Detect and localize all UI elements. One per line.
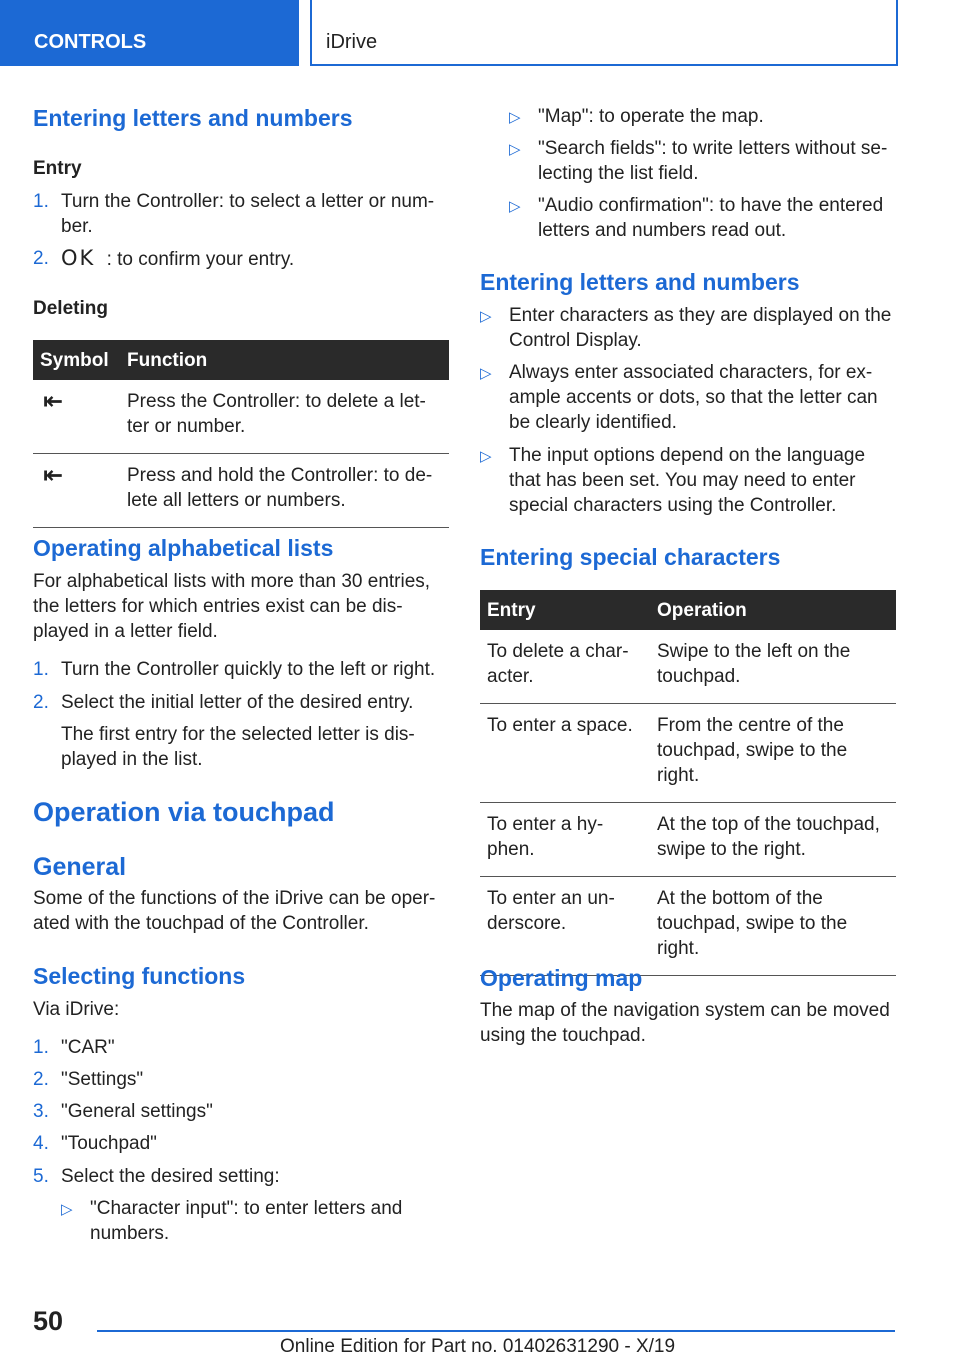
heading-alphabetical-lists: Operating alphabetical lists [33, 535, 334, 561]
step-number: 2. [33, 248, 49, 269]
heading-deleting: Deleting [33, 298, 108, 319]
heading-general: General [33, 853, 127, 881]
paragraph: Via iDrive: [33, 999, 120, 1020]
bullet-triangle-icon: ▷ [480, 448, 492, 465]
step-number: 1. [33, 659, 49, 680]
bullet-triangle-icon: ▷ [509, 109, 521, 126]
step-number: 4. [33, 1133, 49, 1154]
column-header: Entry [480, 590, 650, 630]
operation-cell: From the centre of the touchpad, swipe to the right. [650, 704, 896, 803]
step-text: Select the initial letter of the desired entry. [61, 692, 414, 713]
bullet-text: "Search fields": to write letters without se‐lecting the list field. [538, 138, 888, 184]
section-title: CONTROLS [34, 31, 147, 53]
bullet-triangle-icon: ▷ [509, 141, 521, 158]
list-item [61, 1196, 449, 1246]
list-item [33, 657, 449, 682]
column-header: Symbol [33, 340, 120, 380]
entry-cell: To enter a space. [480, 704, 650, 803]
operation-cell: At the bottom of the touchpad, swipe to the right. [650, 877, 896, 976]
step-text: "Settings" [61, 1069, 144, 1090]
table-row [33, 380, 449, 454]
list-item [33, 1164, 449, 1189]
step-number: 1. [33, 191, 49, 212]
step-number: 5. [33, 1166, 49, 1187]
step-number: 1. [33, 1037, 49, 1058]
bullet-triangle-icon: ▷ [480, 308, 492, 325]
heading-entering-letters-touchpad: Entering letters and numbers [480, 269, 800, 295]
backspace-arrow-icon: ⇤ [43, 387, 64, 415]
heading-touchpad: Operation via touchpad [33, 797, 335, 827]
table-row [480, 803, 896, 877]
special-characters-table [480, 590, 896, 976]
list-item [33, 246, 449, 271]
bullet-triangle-icon: ▷ [509, 198, 521, 215]
entry-cell: To enter a hy‐phen. [480, 803, 650, 877]
chapter-title: iDrive [326, 31, 378, 53]
table-row [33, 454, 449, 528]
footer-divider [97, 1330, 895, 1332]
footer-edition: Online Edition for Part no. 01402631290 - X/19 [280, 1336, 676, 1357]
list-item [33, 690, 449, 715]
operation-cell: Swipe to the left on the touchpad. [650, 630, 896, 704]
table-row [480, 704, 896, 803]
function-cell: Press and hold the Controller: to de‐lete all letters or numbers. [120, 454, 449, 528]
symbol-cell [33, 380, 120, 454]
ok-button-icon: OK [61, 246, 96, 270]
step-number: 2. [33, 692, 49, 713]
bullet-triangle-icon: ▷ [480, 365, 492, 382]
step-text: Select the desired setting: [61, 1166, 280, 1187]
step-number: 2. [33, 1069, 49, 1090]
bullet-text: "Audio confirmation": to have the entered letters and numbers read out. [538, 195, 884, 241]
step-text: Turn the Controller: to select a letter or num‐ber. [61, 191, 435, 237]
step-content [61, 246, 449, 272]
entry-cell: To delete a char‐acter. [480, 630, 650, 704]
bullet-text: Always enter associated characters, for ex‐ample accents or dots, so that the letter can be clearly identified. [509, 362, 878, 433]
list-item [33, 189, 449, 239]
page-header [0, 0, 960, 66]
column-header: Operation [650, 590, 896, 630]
delete-table [33, 340, 449, 528]
bullet-text: "Map": to operate the map. [538, 106, 764, 127]
paragraph: The map of the navigation system can be moved using the touchpad. [480, 1000, 890, 1046]
step-text: "Touchpad" [61, 1133, 157, 1154]
step-text: Turn the Controller quickly to the left or right. [61, 659, 436, 680]
function-cell: Press the Controller: to delete a let‐ter or number. [120, 380, 449, 454]
list-item [33, 1131, 449, 1156]
list-item [33, 1067, 449, 1092]
heading-special-characters: Entering special characters [480, 544, 781, 570]
symbol-cell [33, 454, 120, 528]
heading-operating-map: Operating map [480, 965, 643, 991]
backspace-arrow-icon: ⇤ [43, 461, 64, 489]
bullet-triangle-icon: ▷ [61, 1201, 73, 1218]
paragraph: For alphabetical lists with more than 30 entries, the letters for which entries exist can be dis‐played in a letter field. [33, 571, 431, 642]
heading-entry: Entry [33, 158, 82, 179]
list-item [33, 1099, 449, 1124]
step-note: The first entry for the selected letter is dis‐played in the list. [61, 724, 415, 770]
table-row [480, 877, 896, 976]
step-number: 3. [33, 1101, 49, 1122]
bullet-text: The input options depend on the language that has been set. You may need to enter special characters using the Controller. [509, 445, 866, 516]
operation-cell: At the top of the touchpad, swipe to the right. [650, 803, 896, 877]
step-text: "CAR" [61, 1037, 115, 1058]
entry-cell: To enter an un‐derscore. [480, 877, 650, 976]
step-text: : to confirm your entry. [106, 249, 295, 270]
bullet-text: "Character input": to enter letters and numbers. [90, 1198, 403, 1244]
chapter-box [310, 0, 898, 66]
page-number: 50 [33, 1306, 64, 1336]
list-item [33, 1035, 449, 1060]
step-text: "General settings" [61, 1101, 213, 1122]
heading-entering-letters: Entering letters and numbers [33, 105, 353, 131]
paragraph: Some of the functions of the iDrive can be oper‐ated with the touchpad of the Controller. [33, 888, 436, 934]
column-header: Function [120, 340, 449, 380]
section-tab [0, 0, 299, 66]
heading-selecting-functions: Selecting functions [33, 963, 246, 989]
table-row [480, 630, 896, 704]
bullet-text: Enter characters as they are displayed on the Control Display. [509, 305, 892, 351]
